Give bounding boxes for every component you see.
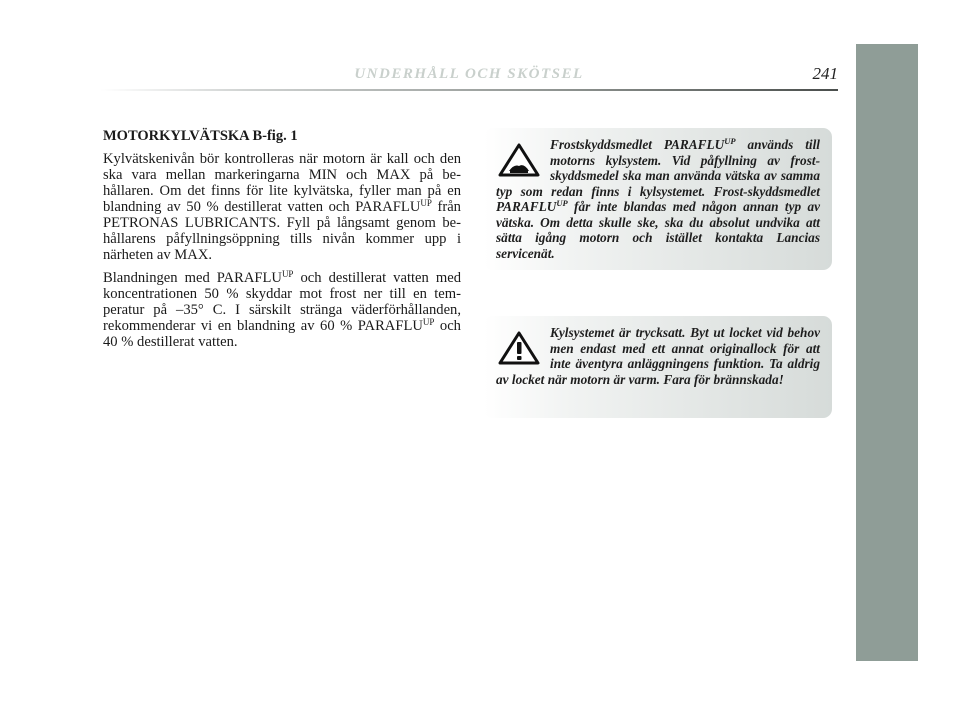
paragraph-coolant-level (103, 151, 461, 263)
environment-warning-icon (498, 143, 540, 177)
superscript: UP (281, 269, 294, 279)
superscript: UP (420, 198, 432, 208)
paragraph-mixture (103, 270, 461, 350)
section-heading: MOTORKYLVÄTSKA B-fig. 1 (103, 128, 298, 144)
notice-text: Kylsystemet är trycksatt. Byt ut locket vid behov men endast med ett annat originallock för att inte äventyra anläggningens funktion. Ta aldrig av locket när motorn är varm. Fara för brännskada! (496, 325, 820, 387)
superscript: UP (556, 198, 568, 208)
superscript: UP (422, 317, 435, 327)
notice-pressure-warning (484, 316, 832, 418)
page-header (100, 66, 838, 90)
section-title: UNDERHÅLL OCH SKÖTSEL (354, 66, 584, 82)
text-run: och 40 % destillerat vatten. (103, 318, 461, 350)
text-run: Blandningen med PARAFLU (103, 270, 282, 286)
notice-text: får inte blandas med någon annan typ av vätska. Om detta skulle ske, ska du absolut undvika att sätta igång motorn och istället kontakta Lancias servicenät. (496, 199, 820, 261)
side-thumb-tab (856, 44, 918, 661)
main-text-column (103, 128, 461, 357)
exclamation-warning-icon (498, 331, 540, 365)
text-run: och destillerat vatten med koncentrationen 50 % skyddar mot frost ner till en tem-peratur på –35° C. I särskilt stränga väderförhållanden, rekommenderar vi en blandning av 60 % PARAFLU (103, 270, 461, 334)
notice-environment (484, 128, 832, 270)
notice-text: Frostskyddsmedlet PARAFLU (550, 137, 725, 152)
page-number: 241 (812, 64, 838, 83)
text-run: Kylvätskenivån bör kontrolleras när motorn är kall och den ska vara mellan markeringarna MIN och MAX på be-hållaren. Om det finns för lite kylvätska, fyller man på en blandning av 50 % destillerat vatten och PARAFLU (103, 151, 461, 215)
text-run: från PETRONAS LUBRICANTS. Fyll på långsamt genom be-hållarens påfyllningsöppning tills nivån kommer upp i närheten av MAX. (103, 199, 461, 263)
notice-text: används till motorns kylsystem. Vid påfyllning av frost-skyddsmedel ska man använda vätska av samma typ som redan finns i kylsystemet. Frost-skyddsmedlet PARAFLU (496, 137, 820, 214)
superscript: UP (724, 136, 736, 146)
header-rule (100, 89, 838, 91)
